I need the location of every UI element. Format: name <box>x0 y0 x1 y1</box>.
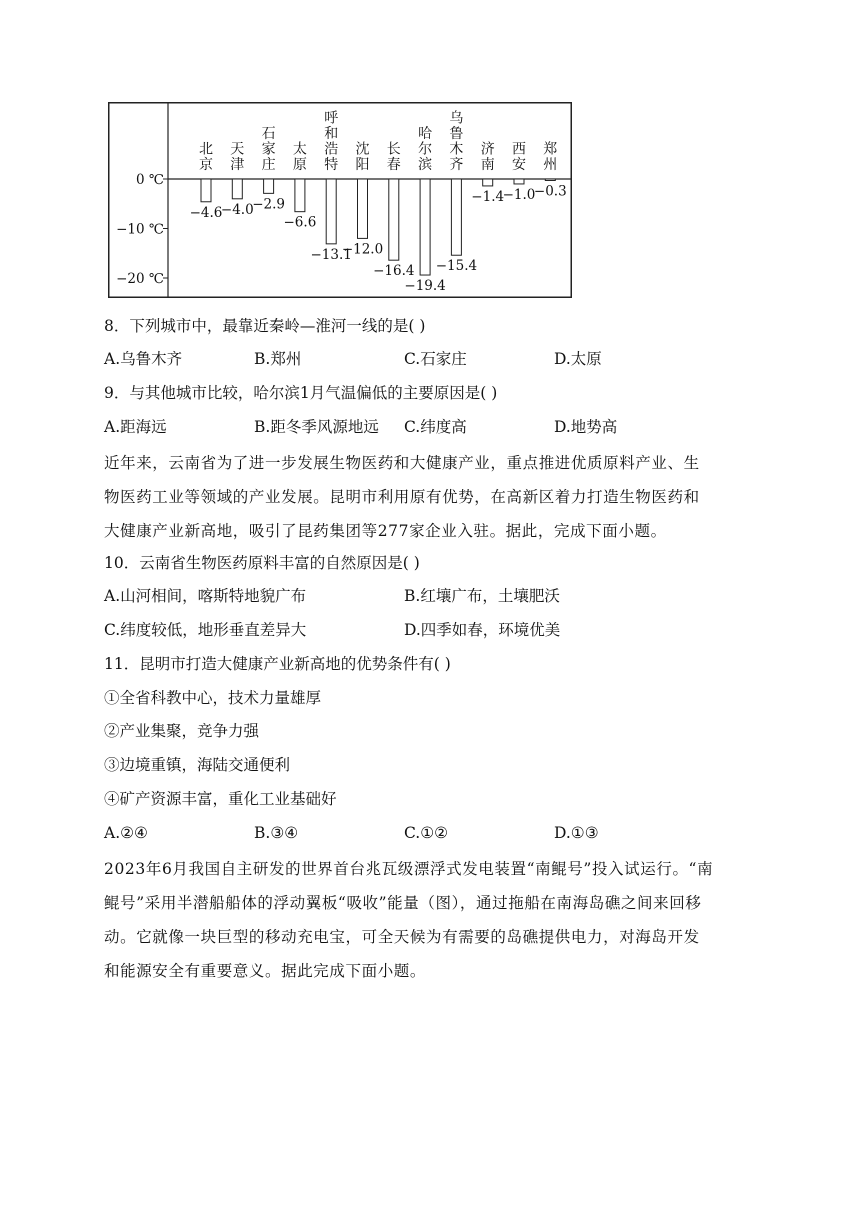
temperature-bar <box>358 179 368 238</box>
temperature-bar-chart <box>108 102 572 298</box>
value-label: −0.3 <box>533 183 567 200</box>
city-label: 木 <box>449 141 464 158</box>
question-10-stem: 10．云南省生物医药原料丰富的自然原因是( ) <box>104 554 420 572</box>
passage-line: 物医药工业等领域的产业发展。昆明市利用原有优势，在高新区着力打造生物医药和 <box>104 488 700 506</box>
question-11-stem: 11．昆明市打造大健康产业新高地的优势条件有( ) <box>104 655 451 673</box>
q8-option-a[interactable]: A.乌鲁木齐 <box>104 350 183 368</box>
city-label: 沈 <box>355 141 370 158</box>
q10-option-a[interactable]: A.山河相间，喀斯特地貌广布 <box>104 587 307 605</box>
question-9-stem: 9．与其他城市比较，哈尔滨1月气温偏低的主要原因是( ) <box>104 384 498 402</box>
q8-option-d[interactable]: D.太原 <box>554 350 602 368</box>
q11-item-4: ④矿产资源丰富，重化工业基础好 <box>104 790 337 808</box>
city-label: 乌 <box>449 110 464 127</box>
city-label: 安 <box>512 157 526 173</box>
temperature-bar <box>201 179 211 202</box>
value-label: −13.1 <box>310 246 352 263</box>
q11-option-c[interactable]: C.①② <box>404 824 449 842</box>
value-label: −12.0 <box>341 241 384 258</box>
q8-option-c[interactable]: C.石家庄 <box>404 350 467 368</box>
passage-line: 大健康产业新高地，吸引了昆药集团等277家企业入驻。据此，完成下面小题。 <box>104 522 667 540</box>
city-label: 南 <box>480 157 495 173</box>
q10-option-d[interactable]: D.四季如春，环境优美 <box>404 621 561 639</box>
temperature-bar <box>389 179 399 260</box>
q8-option-b[interactable]: B.郑州 <box>254 350 302 368</box>
q9-option-b[interactable]: B.距冬季风源地远 <box>254 418 379 436</box>
city-label: 哈 <box>418 126 433 142</box>
value-label: −16.4 <box>373 263 415 280</box>
city-label: 呼 <box>324 110 339 127</box>
city-label: 滨 <box>418 157 433 173</box>
city-label: 特 <box>324 157 339 173</box>
q9-option-d[interactable]: D.地势高 <box>554 418 618 436</box>
city-label: 长 <box>386 141 401 158</box>
city-label: 齐 <box>449 157 464 173</box>
value-label: −1.0 <box>502 186 536 203</box>
temperature-bar <box>545 179 555 180</box>
q9-option-a[interactable]: A.距海远 <box>104 418 167 436</box>
city-label: 西 <box>512 141 526 158</box>
passage-line: 鲲号”采用半潜船船体的浮动翼板“吸收”能量（图），通过拖船在南海岛礁之间来回移 <box>104 894 702 912</box>
value-label: −4.0 <box>220 201 254 218</box>
q11-item-3: ③边境重镇，海陆交通便利 <box>104 756 291 774</box>
city-label: 津 <box>230 157 245 173</box>
temperature-bar <box>483 179 493 186</box>
city-label: 州 <box>543 157 558 173</box>
passage-line: 和能源安全有重要意义。据此完成下面小题。 <box>104 962 427 980</box>
q10-option-b[interactable]: B.红壤广布，土壤肥沃 <box>404 587 560 605</box>
value-label: −15.4 <box>435 258 478 275</box>
value-label: −6.6 <box>283 214 317 231</box>
temperature-bar <box>326 179 336 244</box>
city-label: 和 <box>324 126 339 142</box>
temperature-bar <box>514 179 524 184</box>
passage-line: 近年来，云南省为了进一步发展生物医药和大健康产业，重点推进优质原料产业、生 <box>104 454 700 472</box>
y-tick-label: −20 ℃ <box>116 271 164 287</box>
temperature-bar <box>264 179 274 193</box>
city-label: 家 <box>261 141 276 158</box>
value-label: −19.4 <box>404 278 446 295</box>
temperature-bar <box>232 179 242 199</box>
temperature-bar <box>295 179 305 212</box>
q11-item-2: ②产业集聚，竞争力强 <box>104 722 260 740</box>
passage-line: 2023年6月我国自主研发的世界首台兆瓦级漂浮式发电装置“南鲲号”投入试运行。“南 <box>104 860 714 878</box>
temperature-bar <box>420 179 430 275</box>
city-label: 天 <box>230 141 245 158</box>
question-8-stem: 8．下列城市中，最靠近秦岭—淮河一线的是( ) <box>104 317 426 335</box>
y-tick-label: 0 ℃ <box>136 172 164 188</box>
city-label: 石 <box>261 126 276 142</box>
q9-option-c[interactable]: C.纬度高 <box>404 418 467 436</box>
passage-yunnan <box>104 446 754 548</box>
city-label: 原 <box>292 157 307 173</box>
city-label: 鲁 <box>449 126 464 142</box>
y-tick-label: −10 ℃ <box>116 221 164 238</box>
passage-line: 动。它就像一块巨型的移动充电宝，可全天候为有需要的岛礁提供电力，对海岛开发 <box>104 928 700 946</box>
city-label: 春 <box>386 157 401 173</box>
city-label: 北 <box>199 141 213 158</box>
q11-option-d[interactable]: D.①③ <box>554 824 599 842</box>
q11-option-b[interactable]: B.③④ <box>254 824 299 842</box>
city-label: 太 <box>292 141 307 158</box>
city-label: 京 <box>199 157 213 173</box>
city-label: 郑 <box>543 141 558 158</box>
q11-item-1: ①全省科教中心，技术力量雄厚 <box>104 689 322 707</box>
city-label: 阳 <box>355 157 370 173</box>
city-label: 浩 <box>324 141 339 158</box>
temperature-bar <box>451 179 461 255</box>
value-label: −2.9 <box>252 196 285 213</box>
city-label: 庄 <box>261 157 276 173</box>
q10-option-c[interactable]: C.纬度较低，地形垂直差异大 <box>104 621 307 639</box>
value-label: −4.6 <box>189 204 223 221</box>
value-label: −1.4 <box>471 188 505 205</box>
city-label: 济 <box>480 141 495 158</box>
passage-nankun <box>104 852 754 988</box>
q11-option-a[interactable]: A.②④ <box>104 824 148 842</box>
chart-svg <box>108 102 572 298</box>
city-label: 尔 <box>418 141 433 158</box>
